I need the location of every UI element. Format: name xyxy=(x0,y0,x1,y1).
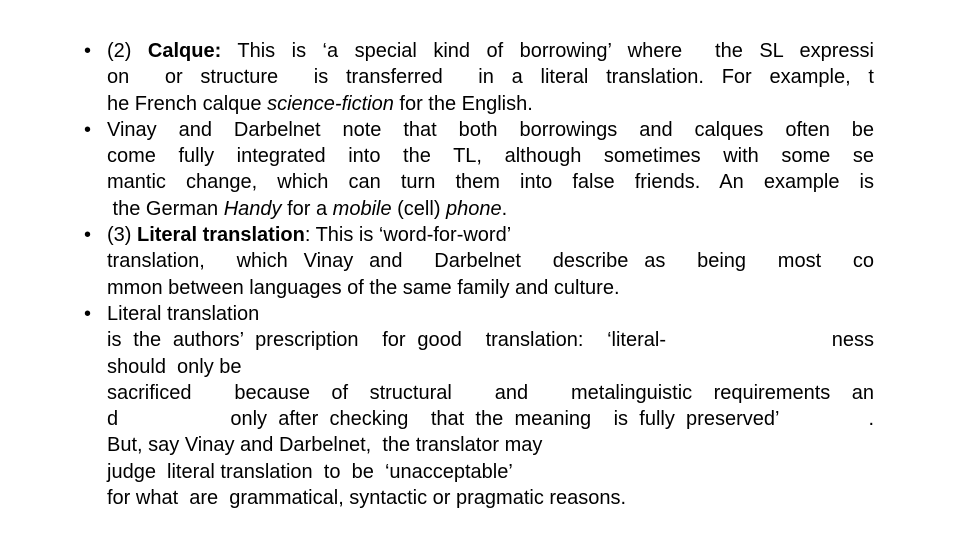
text-run: : This is ‘word-for-word’ xyxy=(304,224,512,247)
text-run: (2) xyxy=(107,40,148,62)
text-run: d only after checking that the meaning is fully preserved’ . xyxy=(107,408,874,431)
bullet-list xyxy=(84,38,874,511)
text-run: (3) xyxy=(107,224,137,247)
text-run: for what are grammatical, syntactic or pragmatic reasons. xyxy=(107,487,627,510)
bullet-item xyxy=(84,117,874,222)
text-run: Handy xyxy=(223,197,282,220)
text-run: phone xyxy=(446,197,502,220)
text-run: judge literal translation to be ‘unacceptable’ xyxy=(107,460,513,483)
bullet-item xyxy=(84,38,874,117)
text-run: is the authors’ prescription for good translation: ‘literal- ness xyxy=(107,329,874,352)
text-run: mobile xyxy=(332,197,392,220)
text-line xyxy=(107,380,874,406)
bullet-marker: • xyxy=(84,118,92,141)
text-line xyxy=(107,222,874,248)
text-line xyxy=(107,459,874,485)
text-line xyxy=(107,301,874,327)
text-line xyxy=(107,143,874,169)
text-run: mantic change, which can turn them into false friends. An example is xyxy=(107,171,874,194)
text-run: Vinay and Darbelnet note that both borrowings and calques often be xyxy=(107,118,874,141)
text-run: for a xyxy=(281,197,333,220)
text-run: mmon between languages of the same family and culture. xyxy=(107,276,620,299)
text-line xyxy=(107,275,874,301)
text-run: the German xyxy=(107,197,224,220)
text-line xyxy=(107,485,874,511)
text-run: But, say Vinay and Darbelnet, the translator may xyxy=(107,434,543,457)
text-run: for the English. xyxy=(393,92,533,115)
text-run: sacrificed because of structural and metalinguistic requirements an xyxy=(107,381,874,404)
text-line xyxy=(107,406,874,432)
text-run: should only be xyxy=(107,355,242,378)
text-run: Calque: xyxy=(147,40,222,62)
text-line xyxy=(107,327,874,353)
bullet-marker: • xyxy=(84,224,92,247)
text-line xyxy=(107,91,874,117)
text-run: Literal translation xyxy=(107,302,260,325)
text-run: he French calque xyxy=(107,92,268,115)
text-run: science-fiction xyxy=(267,92,394,115)
text-run: Literal translation xyxy=(137,224,305,247)
text-line xyxy=(107,64,874,90)
text-line xyxy=(107,38,874,64)
text-line xyxy=(107,354,874,380)
text-run: . xyxy=(501,197,508,220)
text-line xyxy=(107,169,874,195)
bullet-marker: • xyxy=(84,302,92,325)
text-run: come fully integrated into the TL, although sometimes with some se xyxy=(107,145,874,168)
text-run: translation, which Vinay and Darbelnet describe as being most co xyxy=(107,250,874,273)
text-line xyxy=(107,196,874,222)
text-run: on or structure is transferred in a literal translation. For example, t xyxy=(107,66,874,89)
bullet-item xyxy=(84,222,874,301)
text-line xyxy=(107,432,874,458)
text-run: (cell) xyxy=(391,197,447,220)
text-line xyxy=(107,248,874,274)
text-run: This is ‘a special kind of borrowing’ where the SL expressi xyxy=(221,40,874,62)
bullet-item xyxy=(84,301,874,511)
text-line xyxy=(107,117,874,143)
bullet-marker: • xyxy=(84,40,92,62)
